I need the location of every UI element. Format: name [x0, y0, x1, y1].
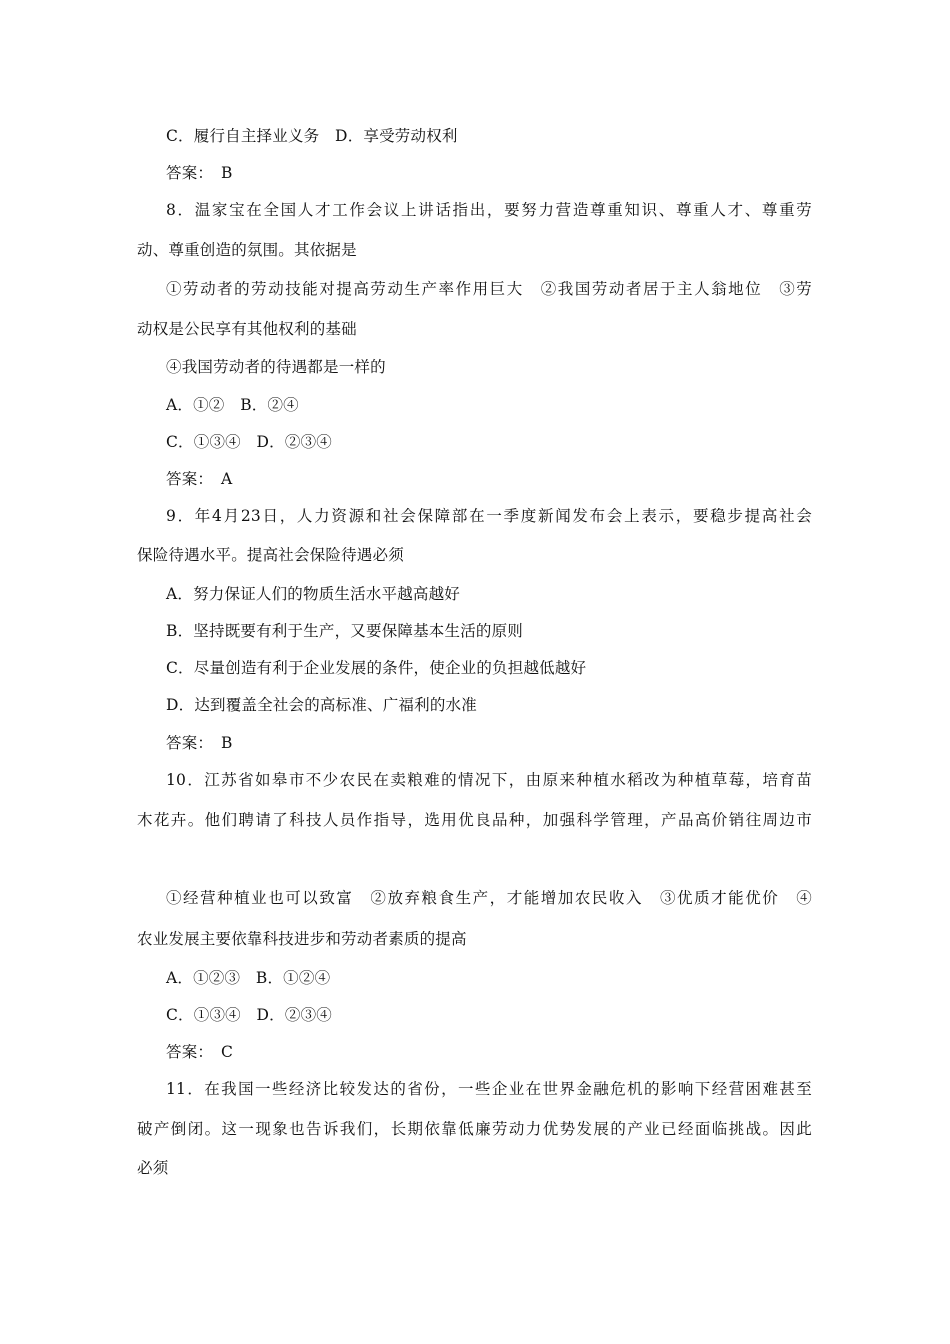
q8-option-ab: A．①② B．②④	[166, 396, 299, 414]
q9-option-c: C．尽量创造有利于企业发展的条件，使企业的负担越低越好	[166, 659, 587, 677]
q8-statement-4: ④我国劳动者的待遇都是一样的	[166, 358, 386, 376]
q11-stem-line1: 11．在我国一些经济比较发达的省份，一些企业在世界金融危机的影响下经营困难甚至	[166, 1080, 812, 1098]
q9-stem-line1: 9．年4月23日，人力资源和社会保障部在一季度新闻发布会上表示，要稳步提高社会	[166, 507, 812, 525]
q8-stem-line1: 8．温家宝在全国人才工作会议上讲话指出，要努力营造尊重知识、尊重人才、尊重劳	[166, 201, 812, 219]
q8-answer: 答案： A	[166, 470, 233, 488]
q10-answer: 答案： C	[166, 1043, 234, 1061]
q9-answer: 答案： B	[166, 734, 233, 752]
q8-statements-line1: ①劳动者的劳动技能对提高劳动生产率作用巨大 ②我国劳动者居于主人翁地位 ③劳	[166, 280, 812, 298]
q9-option-a: A．努力保证人们的物质生活水平越高越好	[166, 585, 460, 603]
q9-option-d: D．达到覆盖全社会的高标准、广福利的水准	[166, 696, 477, 714]
q10-stem-line1: 10．江苏省如皋市不少农民在卖粮难的情况下，由原来种植水稻改为种植草莓，培育苗	[166, 771, 812, 789]
q10-option-cd: C．①③④ D．②③④	[166, 1006, 332, 1024]
q7-option-cd: C．履行自主择业义务 D．享受劳动权利	[166, 127, 458, 145]
q8-statements-line2: 动权是公民享有其他权利的基础	[137, 320, 357, 338]
q7-answer: 答案： B	[166, 164, 233, 182]
q10-statements-line1: ①经营种植业也可以致富 ②放弃粮食生产，才能增加农民收入 ③优质才能优价 ④	[166, 889, 812, 907]
q9-stem-line2: 保险待遇水平。提高社会保险待遇必须	[137, 546, 404, 564]
q11-stem-line3: 必须	[137, 1159, 169, 1177]
q10-option-ab: A．①②③ B．①②④	[166, 969, 331, 987]
q11-stem-line2: 破产倒闭。这一现象也告诉我们，长期依靠低廉劳动力优势发展的产业已经面临挑战。因此	[137, 1120, 812, 1138]
q10-stem-line2: 木花卉。他们聘请了科技人员作指导，选用优良品种，加强科学管理，产品高价销往周边市	[137, 811, 812, 829]
q9-option-b: B．坚持既要有利于生产，又要保障基本生活的原则	[166, 622, 523, 640]
q10-statements-line2: 农业发展主要依靠科技进步和劳动者素质的提高	[137, 930, 467, 948]
q8-stem-line2: 动、尊重创造的氛围。其依据是	[137, 241, 357, 259]
q8-option-cd: C．①③④ D．②③④	[166, 433, 332, 451]
